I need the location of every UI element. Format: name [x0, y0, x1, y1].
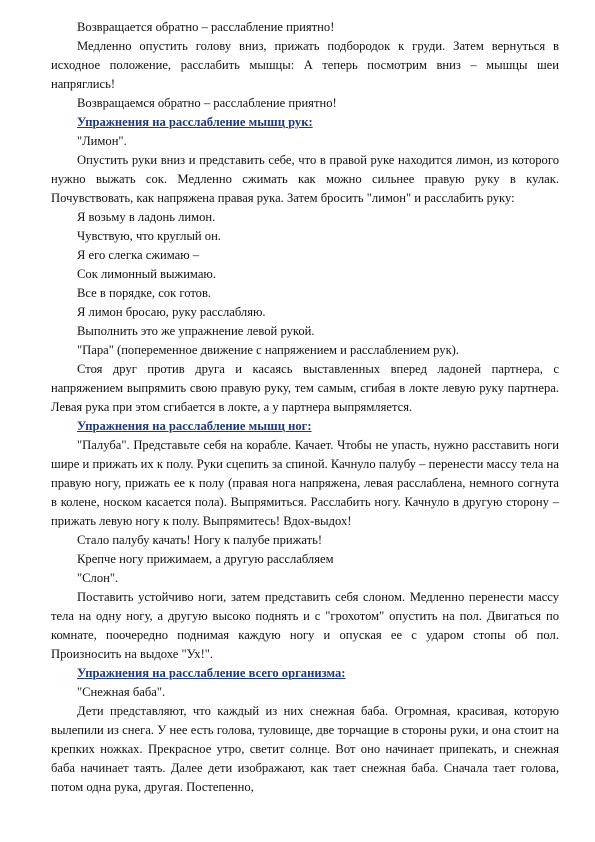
section-heading-legs: Упражнения на расслабление мышц ног: — [77, 419, 312, 433]
instruction-line: Выполнить это же упражнение левой рукой. — [77, 324, 315, 338]
poem-line: Чувствую, что круглый он. — [77, 229, 221, 243]
poem-line: Сок лимонный выжимаю. — [77, 267, 216, 281]
document-page — [51, 18, 559, 797]
exercise-title-lemon: "Лимон". — [77, 134, 127, 148]
poem-line: Все в порядке, сок готов. — [77, 286, 212, 300]
poem-line: Я его слегка сжимаю – — [77, 248, 200, 262]
section-heading-body: Упражнения на расслабление всего организма: — [77, 666, 346, 680]
exercise-title-pair: "Пара" (попеременное движение с напряжением и расслаблением рук). — [77, 343, 460, 357]
poem-line: Я возьму в ладонь лимон. — [77, 210, 216, 224]
exercise-title-snowman: "Снежная баба". — [77, 685, 166, 699]
poem-line: Я лимон бросаю, руку расслабляю. — [77, 305, 266, 319]
section-heading-hands: Упражнения на расслабление мышц рук: — [77, 115, 313, 129]
exercise-title-elephant: "Слон". — [77, 571, 119, 585]
paragraph: Возвращаемся обратно – расслабление приятно! — [77, 96, 337, 110]
poem-line: Стало палубу качать! Ногу к палубе прижать! — [77, 533, 323, 547]
poem-line: Крепче ногу прижимаем, а другую расслабляем — [77, 552, 334, 566]
paragraph: "Палуба". Представьте себя на корабле. Качает. Чтобы не упасть, нужно расставить ноги шире и прижать их к полу. Руки сцепить за спиной. Качнуло палубу – перенести массу тела на правую ногу, прижать ее к полу (правая нога напряжена, левая расслаблена, немного согнута в колене, носком касается пола). Выпрямиться. Расслабить ногу. Качнуло в другую сторону – прижать левую ногу к полу. Выпрямитесь! Вдох-выдох! — [51, 438, 559, 528]
paragraph: Поставить устойчиво ноги, затем представить себя слоном. Медленно перенести массу тела на одну ногу, а другую высоко поднять и с "грохотом" опустить на пол. Двигаться по комнате, поочередно поднимая каждую ногу и опуская ее с ударом стопы об пол. Произносить на выдохе "Ух!". — [51, 590, 559, 661]
paragraph: Возвращается обратно – расслабление приятно! — [77, 20, 335, 34]
paragraph: Медленно опустить голову вниз, прижать подбородок к груди. Затем вернуться в исходное положение, расслабить мышцы: А теперь посмотрим вниз – мышцы шеи напряглись! — [51, 39, 559, 91]
paragraph: Дети представляют, что каждый из них снежная баба. Огромная, красивая, которую вылепили из снега. У нее есть голова, туловище, две торчащие в стороны руки, и она стоит на крепких ножках. Прекрасное утро, светит солнце. Вот оно начинает припекать, и снежная баба начинает таять. Далее дети изображают, как тает снежная баба. Сначала тает голова, потом одна рука, другая. Постепенно, — [51, 704, 559, 794]
paragraph: Стоя друг против друга и касаясь выставленных вперед ладоней партнера, с напряжением выпрямить свою правую руку, тем самым, сгибая в локте левую руку партнера. Левая рука при этом сгибается в локте, а у партнера выпрямляется. — [51, 362, 559, 414]
paragraph: Опустить руки вниз и представить себе, что в правой руке находится лимон, из которого нужно выжать сок. Медленно сжимать как можно сильнее правую руку в кулак. Почувствовать, как напряжена правая рука. Затем бросить "лимон" и расслабить руку: — [51, 153, 559, 205]
